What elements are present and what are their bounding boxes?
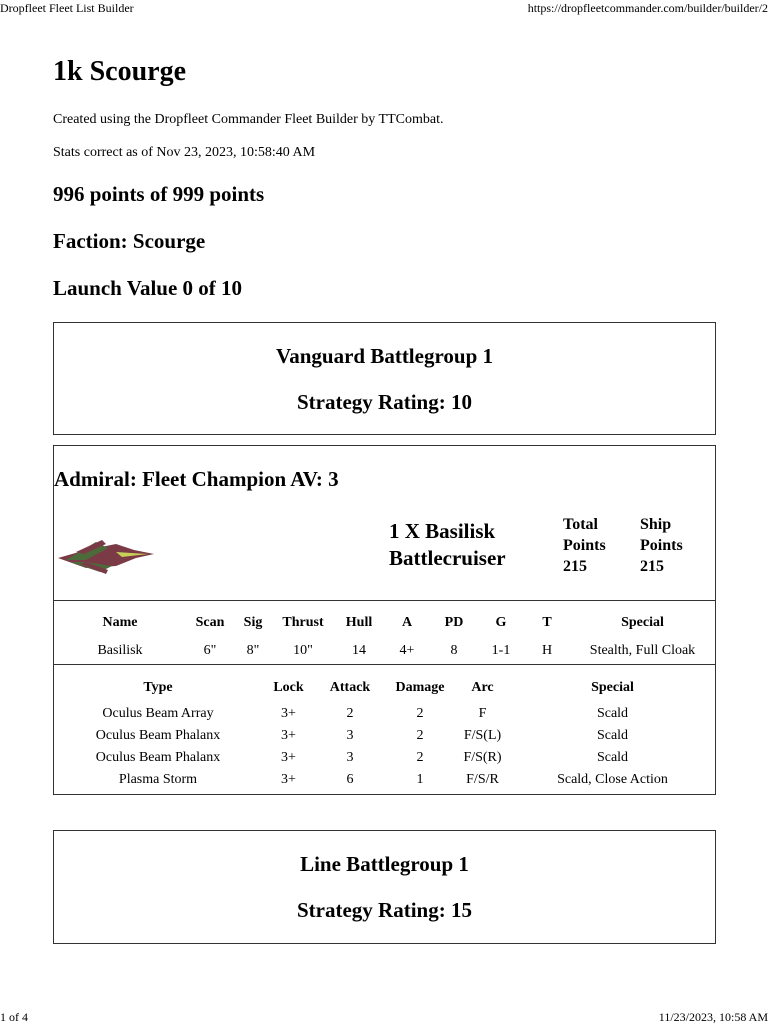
strategy-rating: Strategy Rating: 15	[297, 898, 472, 922]
col-type: Type	[143, 680, 173, 695]
battlegroup-header	[53, 830, 716, 944]
weapon-lock: 3+	[281, 728, 296, 743]
weapon-attack: 2	[346, 706, 354, 721]
basilisk-ship-image	[56, 538, 156, 576]
admiral-line: Admiral: Fleet Champion AV: 3	[54, 467, 339, 491]
weapon-attack: 6	[346, 772, 354, 787]
weapon-type: Oculus Beam Array	[102, 706, 214, 721]
weapon-special: Scald	[596, 728, 629, 743]
battlegroup-name: Line Battlegroup 1	[300, 852, 469, 876]
total-points-label1: Total	[563, 516, 598, 533]
weapon-damage: 2	[416, 750, 424, 765]
total-points-label2: Points	[563, 537, 606, 554]
strategy-rating: Strategy Rating: 10	[297, 390, 472, 414]
stat-pd: 8	[450, 643, 458, 658]
col-arc: Arc	[471, 680, 494, 695]
ship-card	[53, 445, 716, 795]
weapon-row	[54, 769, 715, 791]
weapons-table	[54, 673, 715, 791]
weapon-damage: 2	[416, 706, 424, 721]
weapon-arc: F/S(L)	[463, 728, 502, 743]
col-armour: A	[401, 615, 413, 630]
col-t: T	[542, 615, 552, 630]
ship-stats-table	[54, 609, 715, 665]
col-special: Special	[621, 615, 664, 630]
stat-special: Stealth, Full Cloak	[589, 643, 696, 658]
battlegroup-name: Vanguard Battlegroup 1	[275, 344, 494, 368]
ship-title-line1: 1 X Basilisk	[389, 519, 496, 543]
weapon-lock: 3+	[281, 706, 296, 721]
card-divider	[54, 600, 715, 601]
total-points-value: 215	[563, 558, 587, 575]
stat-armour: 4+	[399, 643, 415, 658]
ship-points	[640, 514, 683, 577]
stats-row	[54, 637, 715, 665]
col-attack: Attack	[329, 680, 371, 695]
ship-points-label1: Ship	[640, 516, 672, 533]
weapon-damage: 1	[416, 772, 424, 787]
weapon-attack: 3	[346, 750, 354, 765]
stat-thrust: 10"	[293, 643, 313, 658]
weapon-lock: 3+	[281, 750, 296, 765]
stat-name: Basilisk	[97, 643, 143, 658]
weapon-lock: 3+	[281, 772, 296, 787]
fleet-name: 1k Scourge	[53, 56, 186, 87]
weapon-arc: F/S/R	[466, 772, 499, 787]
print-datetime: 11/23/2023, 10:58 AM	[658, 1010, 768, 1024]
col-weapon-special: Special	[591, 680, 634, 695]
col-name: Name	[102, 615, 138, 630]
weapon-type: Oculus Beam Phalanx	[95, 750, 221, 765]
page-number: 1 of 4	[0, 1010, 28, 1024]
print-url[interactable]: https://dropfleetcommander.com/builder/builder/2	[527, 1, 768, 15]
weapon-type: Plasma Storm	[118, 772, 198, 787]
weapon-arc: F	[478, 706, 487, 721]
total-points	[563, 514, 606, 577]
stat-t: H	[541, 643, 553, 658]
created-by: Created using the Dropfleet Commander Fleet Builder by TTCombat.	[53, 112, 444, 127]
weapon-row	[54, 703, 715, 725]
weapon-row	[54, 747, 715, 769]
fleet-launch: Launch Value 0 of 10	[53, 276, 243, 300]
weapon-type: Oculus Beam Phalanx	[95, 728, 221, 743]
weapon-arc: F/S(R)	[463, 750, 502, 765]
stats-header-row	[54, 609, 715, 637]
ship-points-label2: Points	[640, 537, 683, 554]
weapons-header-row	[54, 673, 715, 703]
ship-points-value: 215	[640, 558, 664, 575]
col-pd: PD	[444, 615, 464, 630]
col-sig: Sig	[243, 615, 263, 630]
stat-hull: 14	[352, 643, 366, 658]
battlegroup-header	[53, 322, 716, 435]
ship-title-line2: Battlecruiser	[389, 546, 506, 570]
col-g: G	[495, 615, 507, 630]
stat-sig: 8"	[246, 643, 260, 658]
weapon-special: Scald	[596, 706, 629, 721]
weapon-row	[54, 725, 715, 747]
col-thrust: Thrust	[282, 615, 324, 630]
weapon-attack: 3	[346, 728, 354, 743]
stat-scan: 6"	[203, 643, 217, 658]
weapon-damage: 2	[416, 728, 424, 743]
col-lock: Lock	[273, 680, 304, 695]
stat-g: 1-1	[491, 643, 511, 658]
stats-date: Stats correct as of Nov 23, 2023, 10:58:40 AM	[53, 145, 316, 160]
print-header	[0, 0, 768, 16]
print-footer	[0, 1009, 768, 1025]
weapon-special: Scald	[596, 750, 629, 765]
ship-title	[389, 518, 554, 572]
weapon-special: Scald, Close Action	[557, 772, 668, 787]
fleet-points: 996 points of 999 points	[53, 182, 265, 206]
fleet-faction: Faction: Scourge	[53, 229, 206, 253]
weapons-divider	[54, 664, 715, 665]
col-scan: Scan	[195, 615, 225, 630]
col-hull: Hull	[345, 615, 373, 630]
print-title: Dropfleet Fleet List Builder	[0, 1, 134, 15]
col-damage: Damage	[395, 680, 445, 695]
